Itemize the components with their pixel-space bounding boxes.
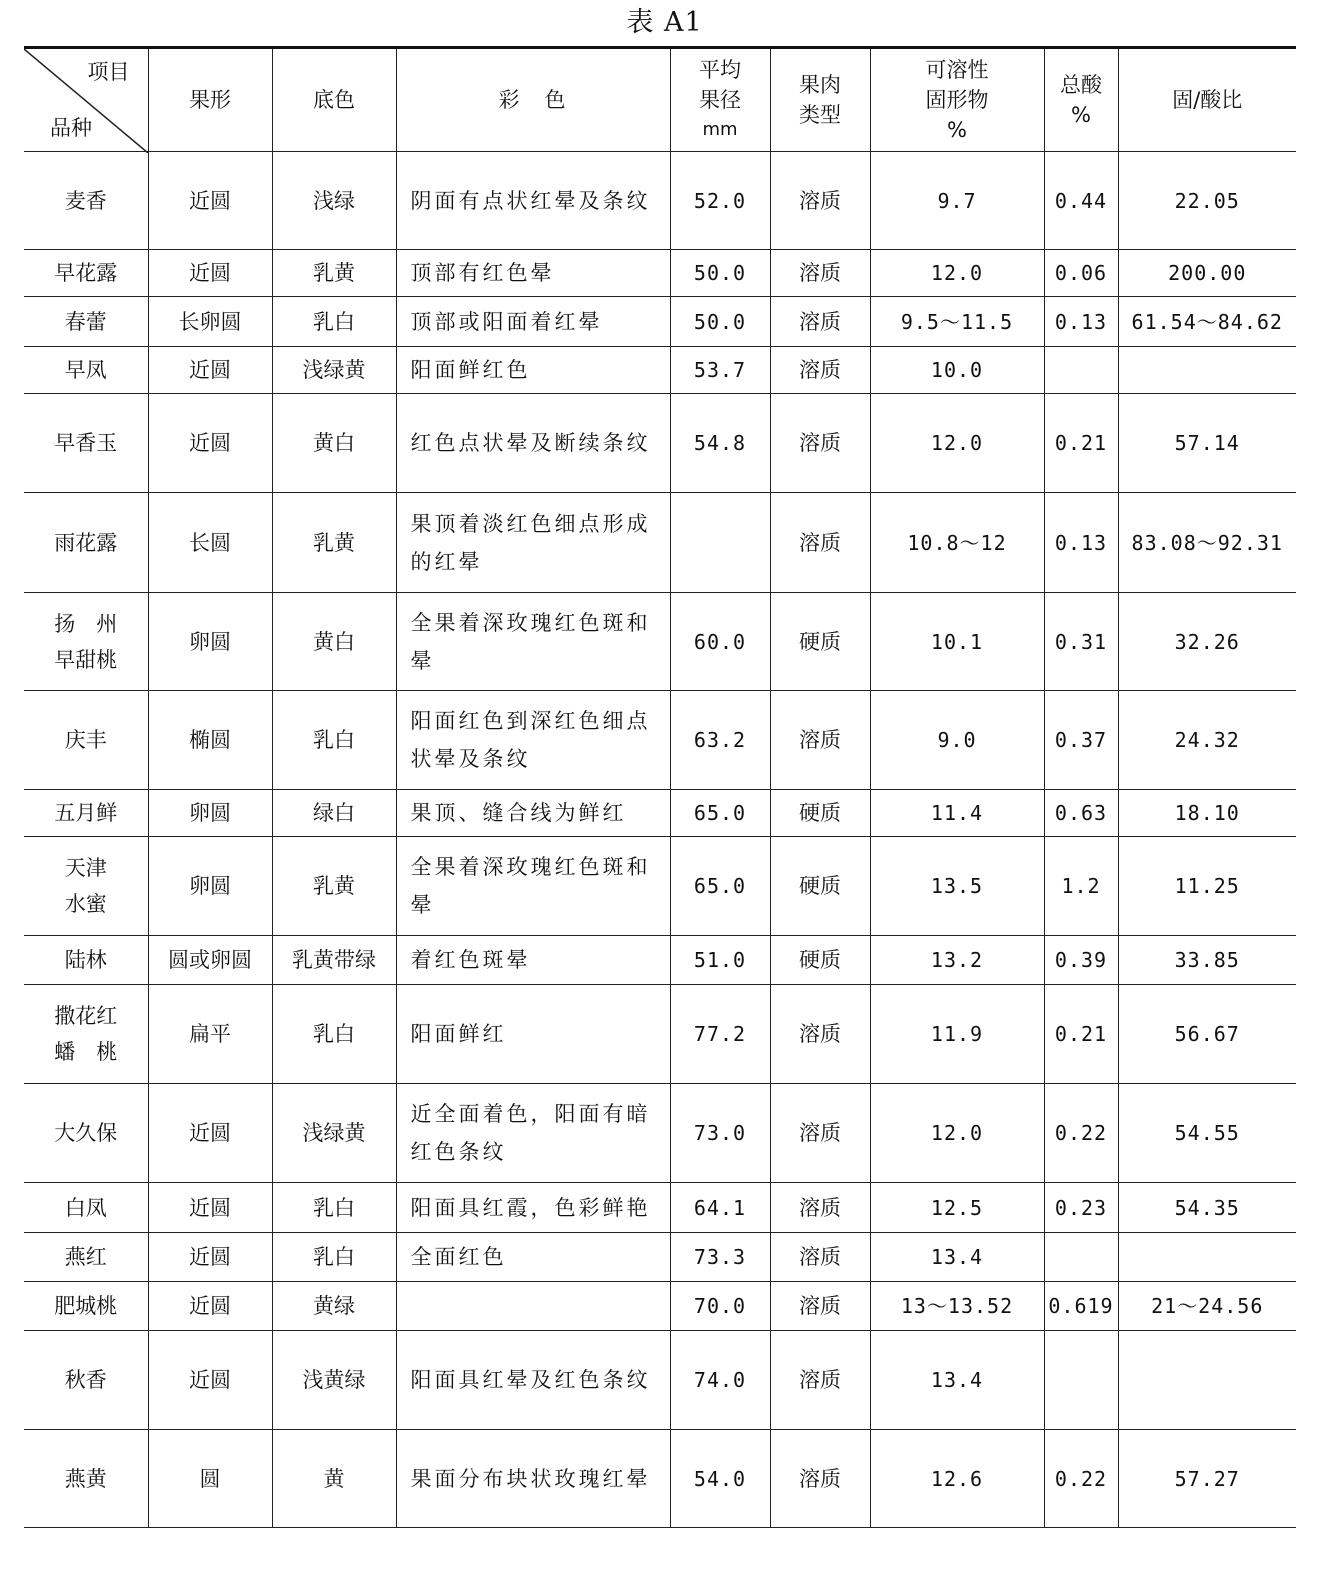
cell-variety <box>24 297 148 347</box>
variety-name: 陆林 <box>64 948 107 972</box>
cell-base-color: 黄白 <box>272 394 396 493</box>
variety-name: 燕黄 <box>64 1466 107 1491</box>
cell-over-color: 阳面鲜红色 <box>396 347 670 394</box>
cell-tss: 9.7 <box>870 152 1044 250</box>
variety-name: 水蜜 <box>64 892 107 916</box>
variety-name: 五月鲜 <box>54 801 118 825</box>
cell-ratio: 54.55 <box>1118 1084 1296 1183</box>
cell-base-color: 黄 <box>272 1430 396 1528</box>
cell-acid: 1.2 <box>1044 837 1118 936</box>
table-body <box>24 152 1296 1528</box>
cell-over-color: 着红色斑晕 <box>396 936 670 985</box>
cell-tss: 13.5 <box>870 837 1044 936</box>
header-tss-line-2: 固形物 <box>925 88 989 112</box>
cell-ratio: 22.05 <box>1118 152 1296 250</box>
cell-acid: 0.37 <box>1044 691 1118 790</box>
header-shape: 果形 <box>148 48 272 152</box>
cell-ratio: 21～24.56 <box>1118 1282 1296 1331</box>
cell-tss: 12.0 <box>870 250 1044 297</box>
cell-variety <box>24 1233 148 1282</box>
cell-shape: 近圆 <box>148 394 272 493</box>
cell-diameter: 53.7 <box>670 347 770 394</box>
table-row <box>24 936 1296 985</box>
header-base-color: 底色 <box>272 48 396 152</box>
corner-variety-label: 品种 <box>50 116 92 140</box>
cell-flesh: 溶质 <box>770 1282 870 1331</box>
cell-diameter <box>670 493 770 593</box>
cell-diameter: 74.0 <box>670 1331 770 1430</box>
header-diameter-line-1: 平均 <box>699 58 741 82</box>
cell-diameter: 64.1 <box>670 1183 770 1233</box>
cell-shape: 圆或卵圆 <box>148 936 272 985</box>
cell-over-color: 顶部或阳面着红晕 <box>396 297 670 347</box>
cell-shape: 近圆 <box>148 1282 272 1331</box>
cell-over-color: 果面分布块状玫瑰红晕 <box>396 1430 670 1528</box>
header-flesh-line-2: 类型 <box>799 103 841 127</box>
cell-base-color: 浅绿黄 <box>272 347 396 394</box>
cell-over-color: 全面红色 <box>396 1233 670 1282</box>
cell-base-color: 乳白 <box>272 985 396 1084</box>
table-row <box>24 394 1296 493</box>
table-title: 表 A1 <box>626 7 703 38</box>
header-flesh-line-1: 果肉 <box>799 73 841 97</box>
cell-tss: 10.1 <box>870 593 1044 691</box>
table-row <box>24 1084 1296 1183</box>
cell-variety <box>24 1430 148 1528</box>
cell-variety <box>24 691 148 790</box>
header-diameter-unit: mm <box>702 119 738 140</box>
cell-flesh: 溶质 <box>770 297 870 347</box>
table-row <box>24 1282 1296 1331</box>
cell-variety <box>24 394 148 493</box>
variety-name: 春蕾 <box>64 309 107 334</box>
cell-acid <box>1044 1331 1118 1430</box>
cell-ratio: 54.35 <box>1118 1183 1296 1233</box>
table-row <box>24 837 1296 936</box>
cell-shape: 卵圆 <box>148 837 272 936</box>
table-row <box>24 1233 1296 1282</box>
cell-tss: 9.0 <box>870 691 1044 790</box>
cell-acid: 0.619 <box>1044 1282 1118 1331</box>
peach-variety-table <box>24 46 1296 1528</box>
cell-ratio: 61.54～84.62 <box>1118 297 1296 347</box>
table-row <box>24 1183 1296 1233</box>
cell-base-color: 浅绿黄 <box>272 1084 396 1183</box>
header-tss-line-1: 可溶性 <box>925 58 989 82</box>
header-tss-unit: % <box>947 118 967 142</box>
cell-shape: 椭圆 <box>148 691 272 790</box>
cell-flesh: 溶质 <box>770 1331 870 1430</box>
cell-over-color: 果顶、缝合线为鲜红 <box>396 790 670 837</box>
header-acid-unit: % <box>1071 103 1091 127</box>
cell-variety <box>24 347 148 394</box>
cell-shape: 扁平 <box>148 985 272 1084</box>
variety-name: 蟠 桃 <box>54 1040 118 1064</box>
table-row <box>24 297 1296 347</box>
cell-ratio: 32.26 <box>1118 593 1296 691</box>
cell-tss: 9.5～11.5 <box>870 297 1044 347</box>
cell-ratio: 200.00 <box>1118 250 1296 297</box>
cell-diameter: 54.8 <box>670 394 770 493</box>
variety-name: 早香玉 <box>54 431 118 455</box>
cell-flesh: 溶质 <box>770 493 870 593</box>
cell-diameter: 70.0 <box>670 1282 770 1331</box>
cell-shape: 近圆 <box>148 1084 272 1183</box>
cell-tss: 12.6 <box>870 1430 1044 1528</box>
cell-tss: 11.9 <box>870 985 1044 1084</box>
variety-name: 早甜桃 <box>54 647 118 672</box>
table-row <box>24 593 1296 691</box>
table-row <box>24 691 1296 790</box>
cell-tss: 13.4 <box>870 1233 1044 1282</box>
cell-shape: 近圆 <box>148 152 272 250</box>
cell-over-color: 阳面红色到深红色细点状晕及条纹 <box>396 691 670 790</box>
cell-tss: 11.4 <box>870 790 1044 837</box>
variety-name: 白凤 <box>64 1195 107 1220</box>
cell-base-color: 乳黄 <box>272 493 396 593</box>
cell-ratio: 18.10 <box>1118 790 1296 837</box>
cell-base-color: 乳黄 <box>272 250 396 297</box>
cell-variety <box>24 250 148 297</box>
cell-base-color: 乳黄 <box>272 837 396 936</box>
variety-name: 早凤 <box>64 358 107 382</box>
cell-base-color: 黄绿 <box>272 1282 396 1331</box>
cell-base-color: 乳白 <box>272 1233 396 1282</box>
cell-shape: 长卵圆 <box>148 297 272 347</box>
cell-shape: 近圆 <box>148 1183 272 1233</box>
cell-acid: 0.22 <box>1044 1430 1118 1528</box>
cell-acid: 0.23 <box>1044 1183 1118 1233</box>
cell-ratio: 57.27 <box>1118 1430 1296 1528</box>
cell-tss: 10.0 <box>870 347 1044 394</box>
table-row <box>24 493 1296 593</box>
table-row <box>24 152 1296 250</box>
cell-acid: 0.13 <box>1044 297 1118 347</box>
cell-acid: 0.44 <box>1044 152 1118 250</box>
cell-variety <box>24 1331 148 1430</box>
cell-shape: 长圆 <box>148 493 272 593</box>
table-row <box>24 250 1296 297</box>
variety-name: 庆丰 <box>64 728 107 752</box>
cell-ratio: 11.25 <box>1118 837 1296 936</box>
cell-over-color: 全果着深玫瑰红色斑和晕 <box>396 593 670 691</box>
cell-variety <box>24 493 148 593</box>
cell-over-color: 近全面着色，阳面有暗红色条纹 <box>396 1084 670 1183</box>
cell-shape: 圆 <box>148 1430 272 1528</box>
cell-variety <box>24 152 148 250</box>
cell-tss: 13.2 <box>870 936 1044 985</box>
cell-shape: 近圆 <box>148 250 272 297</box>
header-tss <box>870 48 1044 152</box>
header-ratio: 固/酸比 <box>1118 48 1296 152</box>
cell-ratio <box>1118 1233 1296 1282</box>
cell-flesh: 硬质 <box>770 593 870 691</box>
table-row <box>24 1331 1296 1430</box>
cell-over-color: 果顶着淡红色细点形成的红晕 <box>396 493 670 593</box>
cell-shape: 近圆 <box>148 1331 272 1430</box>
cell-diameter: 65.0 <box>670 790 770 837</box>
cell-acid: 0.63 <box>1044 790 1118 837</box>
cell-flesh: 硬质 <box>770 936 870 985</box>
cell-tss: 13.4 <box>870 1331 1044 1430</box>
cell-ratio: 24.32 <box>1118 691 1296 790</box>
cell-acid: 0.21 <box>1044 985 1118 1084</box>
cell-variety <box>24 1282 148 1331</box>
cell-diameter: 63.2 <box>670 691 770 790</box>
cell-base-color: 乳白 <box>272 691 396 790</box>
table-row <box>24 1430 1296 1528</box>
variety-name: 肥城桃 <box>54 1294 118 1318</box>
cell-over-color: 全果着深玫瑰红色斑和晕 <box>396 837 670 936</box>
cell-over-color: 阳面鲜红 <box>396 985 670 1084</box>
table-row <box>24 790 1296 837</box>
variety-name: 撒花红 <box>54 1004 118 1028</box>
header-acid-line-1: 总酸 <box>1060 73 1102 97</box>
cell-ratio: 56.67 <box>1118 985 1296 1084</box>
cell-acid: 0.13 <box>1044 493 1118 593</box>
cell-diameter: 50.0 <box>670 250 770 297</box>
cell-shape: 近圆 <box>148 347 272 394</box>
cell-diameter: 65.0 <box>670 837 770 936</box>
cell-variety <box>24 790 148 837</box>
cell-tss: 13～13.52 <box>870 1282 1044 1331</box>
cell-flesh: 硬质 <box>770 790 870 837</box>
cell-variety <box>24 985 148 1084</box>
variety-name: 雨花露 <box>54 530 118 555</box>
variety-name: 麦香 <box>64 188 107 213</box>
cell-ratio: 33.85 <box>1118 936 1296 985</box>
header-flesh <box>770 48 870 152</box>
cell-over-color: 阳面具红晕及红色条纹 <box>396 1331 670 1430</box>
cell-acid: 0.21 <box>1044 394 1118 493</box>
variety-name: 燕红 <box>64 1245 107 1269</box>
header-row <box>24 48 1296 152</box>
header-over-color: 彩 色 <box>396 48 670 152</box>
header-acid <box>1044 48 1118 152</box>
header-diameter-line-2: 果径 <box>699 88 741 112</box>
cell-acid: 0.06 <box>1044 250 1118 297</box>
cell-diameter: 54.0 <box>670 1430 770 1528</box>
cell-over-color: 顶部有红色晕 <box>396 250 670 297</box>
cell-flesh: 溶质 <box>770 1233 870 1282</box>
cell-shape: 卵圆 <box>148 593 272 691</box>
cell-over-color: 阳面具红霞，色彩鲜艳 <box>396 1183 670 1233</box>
cell-acid <box>1044 347 1118 394</box>
cell-ratio: 83.08～92.31 <box>1118 493 1296 593</box>
corner-header-cell <box>24 48 148 152</box>
cell-flesh: 溶质 <box>770 394 870 493</box>
cell-base-color: 浅黄绿 <box>272 1331 396 1430</box>
cell-shape: 卵圆 <box>148 790 272 837</box>
variety-name: 扬 州 <box>54 611 118 636</box>
cell-shape: 近圆 <box>148 1233 272 1282</box>
cell-diameter: 77.2 <box>670 985 770 1084</box>
cell-diameter: 50.0 <box>670 297 770 347</box>
cell-flesh: 溶质 <box>770 250 870 297</box>
cell-base-color: 乳白 <box>272 1183 396 1233</box>
cell-acid: 0.22 <box>1044 1084 1118 1183</box>
cell-variety <box>24 1084 148 1183</box>
cell-diameter: 52.0 <box>670 152 770 250</box>
cell-over-color: 红色点状晕及断续条纹 <box>396 394 670 493</box>
cell-variety <box>24 1183 148 1233</box>
cell-ratio: 57.14 <box>1118 394 1296 493</box>
cell-variety <box>24 593 148 691</box>
cell-diameter: 51.0 <box>670 936 770 985</box>
cell-over-color <box>396 1282 670 1331</box>
cell-variety <box>24 936 148 985</box>
variety-name: 早花露 <box>54 261 118 285</box>
cell-diameter: 60.0 <box>670 593 770 691</box>
cell-acid <box>1044 1233 1118 1282</box>
cell-flesh: 溶质 <box>770 347 870 394</box>
cell-over-color: 阴面有点状红晕及条纹 <box>396 152 670 250</box>
cell-diameter: 73.3 <box>670 1233 770 1282</box>
cell-diameter: 73.0 <box>670 1084 770 1183</box>
variety-name: 大久保 <box>54 1121 118 1145</box>
cell-base-color: 黄白 <box>272 593 396 691</box>
cell-flesh: 溶质 <box>770 1430 870 1528</box>
variety-name: 秋香 <box>64 1368 107 1392</box>
cell-variety <box>24 837 148 936</box>
cell-base-color: 浅绿 <box>272 152 396 250</box>
corner-item-label: 项目 <box>87 60 130 84</box>
cell-acid: 0.39 <box>1044 936 1118 985</box>
cell-tss: 12.5 <box>870 1183 1044 1233</box>
variety-name: 天津 <box>64 856 107 880</box>
table-row <box>24 985 1296 1084</box>
header-diameter <box>670 48 770 152</box>
cell-tss: 12.0 <box>870 394 1044 493</box>
cell-acid: 0.31 <box>1044 593 1118 691</box>
cell-ratio <box>1118 347 1296 394</box>
cell-base-color: 乳白 <box>272 297 396 347</box>
cell-base-color: 绿白 <box>272 790 396 837</box>
cell-flesh: 溶质 <box>770 691 870 790</box>
cell-tss: 12.0 <box>870 1084 1044 1183</box>
cell-flesh: 硬质 <box>770 837 870 936</box>
cell-flesh: 溶质 <box>770 152 870 250</box>
table-row <box>24 347 1296 394</box>
cell-tss: 10.8～12 <box>870 493 1044 593</box>
cell-flesh: 溶质 <box>770 1084 870 1183</box>
cell-ratio <box>1118 1331 1296 1430</box>
cell-flesh: 溶质 <box>770 985 870 1084</box>
cell-flesh: 溶质 <box>770 1183 870 1233</box>
cell-base-color: 乳黄带绿 <box>272 936 396 985</box>
